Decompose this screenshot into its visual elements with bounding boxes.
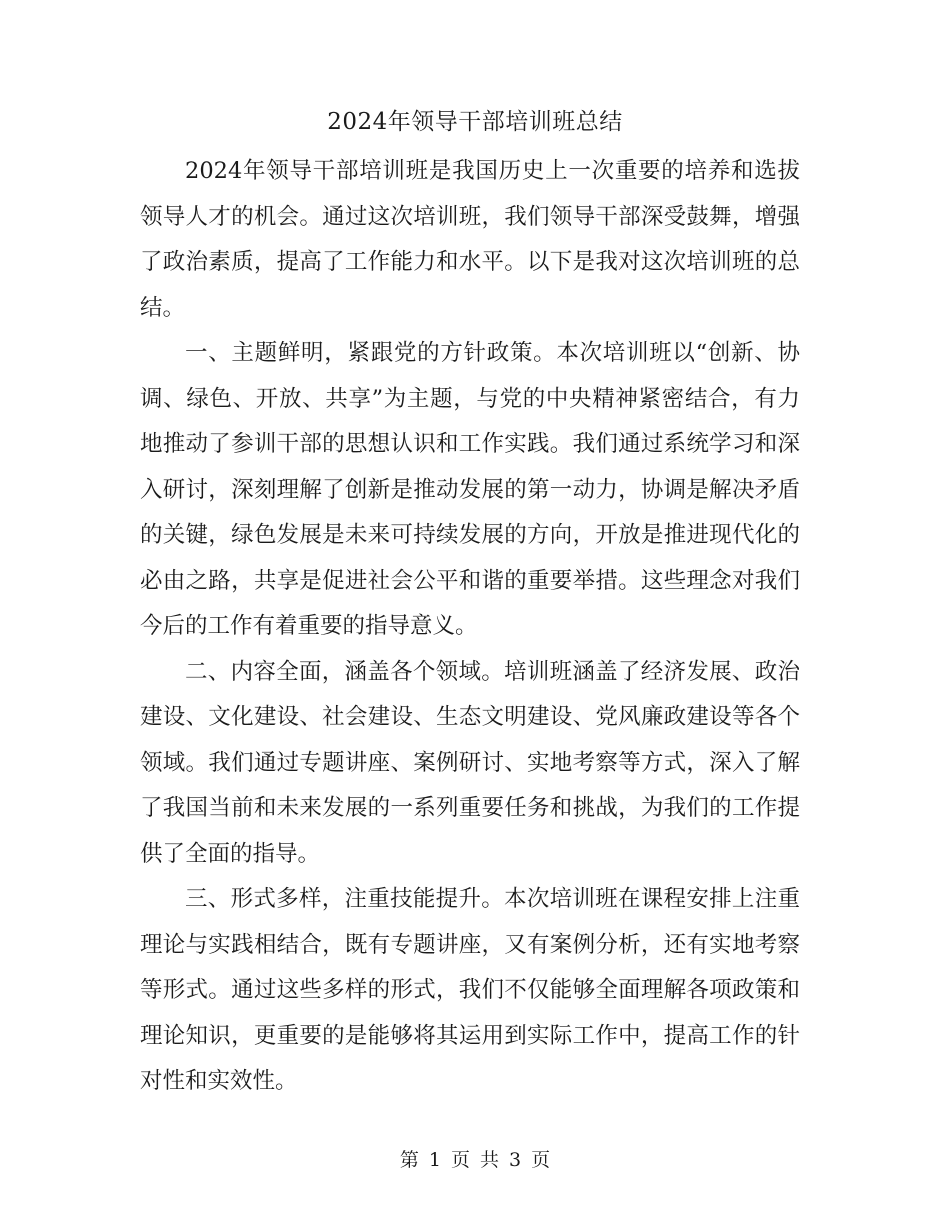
paragraph-theme: 一、主题鲜明，紧跟党的方针政策。本次培训班以“创新、协调、绿色、开放、共享”为主题，与党的中央精神紧密结合，有力地推动了参训干部的思想认识和工作实践。我们通过系统学习和深入研讨，深刻理解了创新是推动发展的第一动力，协调是解决矛盾的关键，绿色发展是未来可持续发展的方向，开放是推进现代化的必由之路，共享是促进社会公平和谐的重要举措。这些理念对我们今后的工作有着重要的指导意义。 [140, 340, 800, 639]
document-body [140, 149, 800, 1105]
paragraph-format: 三、形式多样，注重技能提升。本次培训班在课程安排上注重理论与实践相结合，既有专题讲座，又有案例分析，还有实地考察等形式。通过这些多样的形式，我们不仅能够全面理解各项政策和理论知识，更重要的是能够将其运用到实际工作中，提高工作的针对性和实效性。 [140, 886, 800, 1094]
page-number-footer: 第 1 页 共 3 页 [399, 1149, 551, 1171]
paragraph-content: 二、内容全面，涵盖各个领域。培训班涵盖了经济发展、政治建设、文化建设、社会建设、生态文明建设、党风廉政建设等各个领域。我们通过专题讲座、案例研讨、实地考察等方式，深入了解了我国当前和未来发展的一系列重要任务和挑战，为我们的工作提供了全面的指导。 [140, 658, 800, 867]
document-title: 2024年领导干部培训班总结 [327, 109, 623, 135]
paragraph-intro: 2024年领导干部培训班是我国历史上一次重要的培养和选拔领导人才的机会。通过这次培训班，我们领导干部深受鼓舞，增强了政治素质，提高了工作能力和水平。以下是我对这次培训班的总结。 [140, 158, 800, 321]
